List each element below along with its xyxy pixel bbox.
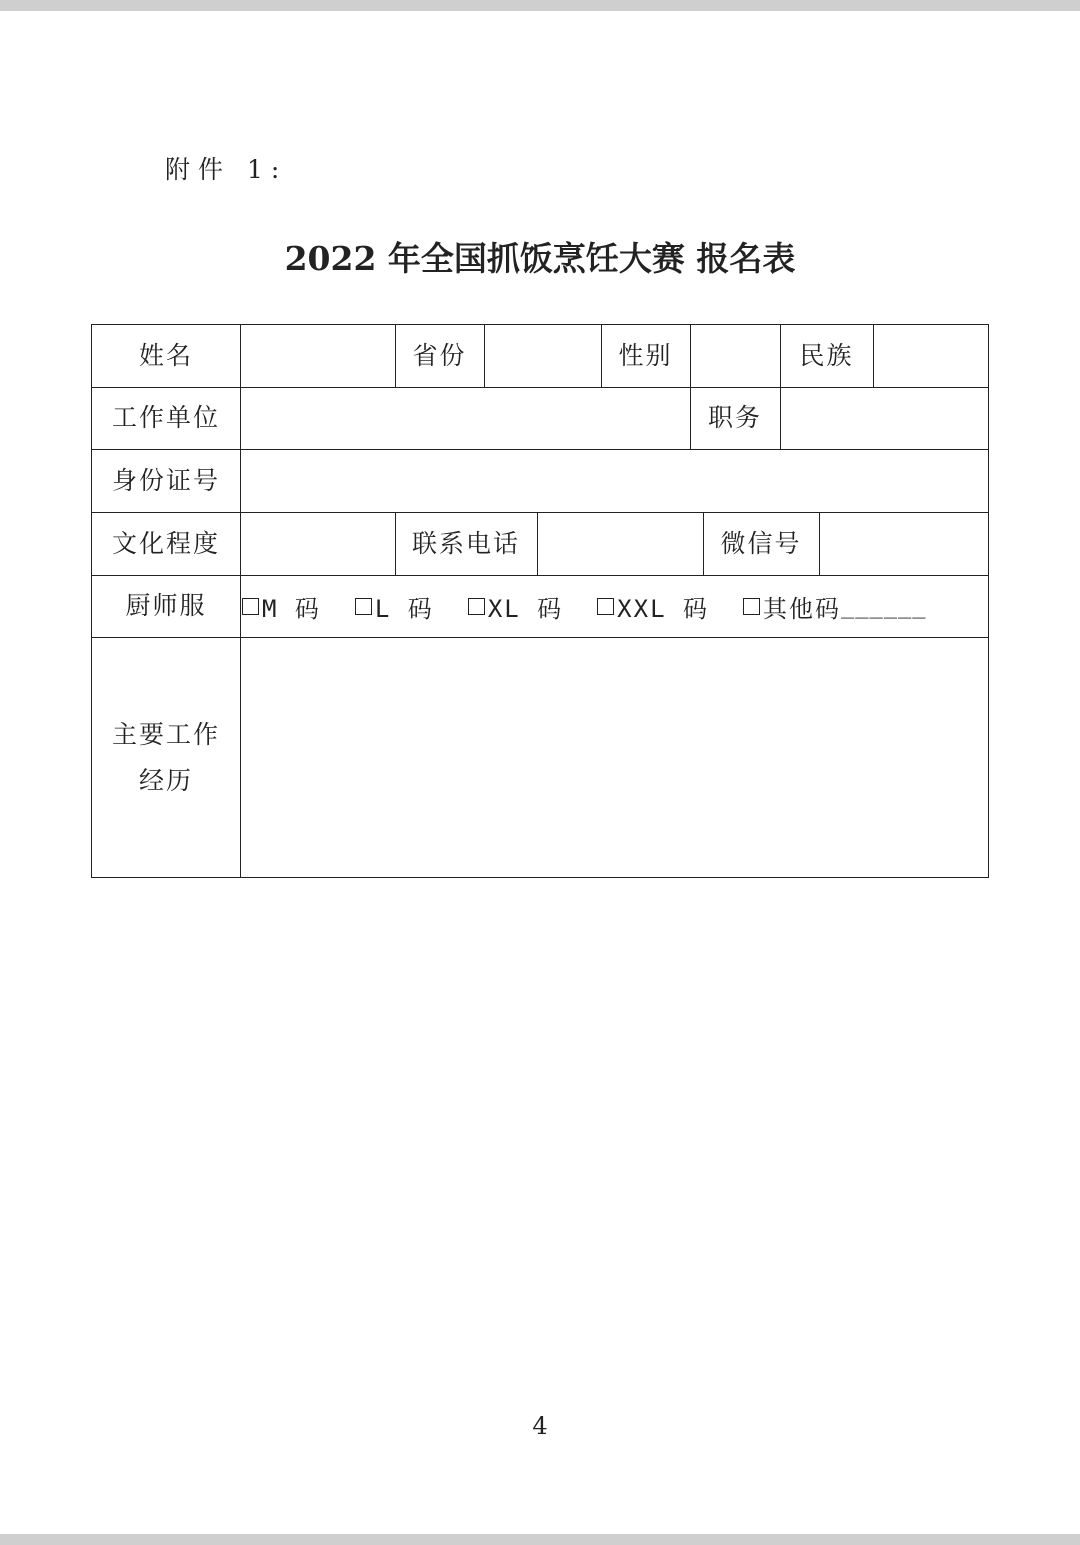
size-option-label: 其他码: [762, 594, 841, 623]
checkbox-icon[interactable]: [597, 598, 614, 615]
size-option-label: XL 码: [487, 594, 564, 623]
page-number: 4: [532, 1412, 548, 1440]
phone-label: 联系电话: [411, 528, 520, 558]
size-option-l[interactable]: [355, 589, 434, 624]
checkbox-icon[interactable]: [242, 598, 259, 615]
page-bottom-edge: [0, 1534, 1080, 1545]
size-option-label: XXL 码: [617, 594, 709, 623]
uniform-size-options: [242, 576, 987, 636]
name-label: 姓名: [138, 341, 193, 370]
work-experience-label: [92, 639, 240, 877]
size-option-other[interactable]: [743, 589, 926, 624]
size-option-label: M 码: [262, 594, 321, 623]
ethnicity-label: 民族: [799, 341, 854, 370]
page-top-edge: [0, 0, 1080, 11]
id-number-label: 身份证号: [111, 465, 220, 495]
checkbox-icon[interactable]: [468, 598, 485, 615]
gender-label: 性别: [618, 341, 673, 370]
province-field[interactable]: [485, 325, 601, 387]
form-title: 2022 年全国抓饭烹饪大赛 报名表: [284, 239, 796, 278]
phone-field[interactable]: [538, 512, 703, 575]
position-field[interactable]: [781, 387, 988, 449]
size-option-xl[interactable]: [468, 589, 563, 624]
checkbox-icon[interactable]: [743, 598, 760, 615]
work-unit-label: 工作单位: [111, 403, 220, 432]
work-experience-label-line2: 经历: [138, 766, 193, 795]
education-field[interactable]: [241, 512, 395, 575]
chef-uniform-label: 厨师服: [125, 591, 207, 620]
name-field[interactable]: [241, 325, 395, 387]
work-unit-field[interactable]: [241, 387, 690, 449]
attachment-label: 附件 1:: [165, 155, 288, 184]
other-size-blank[interactable]: ______: [840, 593, 927, 619]
position-label: 职务: [707, 403, 762, 432]
registration-form-table: [91, 324, 989, 878]
checkbox-icon[interactable]: [355, 598, 372, 615]
ethnicity-field[interactable]: [874, 325, 988, 387]
id-number-field[interactable]: [241, 449, 988, 512]
education-label: 文化程度: [111, 528, 220, 558]
size-option-m[interactable]: [242, 589, 321, 624]
size-option-xxl[interactable]: [597, 589, 709, 624]
size-option-label: L 码: [374, 594, 434, 623]
gender-field[interactable]: [691, 325, 780, 387]
work-experience-field[interactable]: [241, 638, 988, 877]
work-experience-label-line1: 主要工作: [111, 720, 220, 749]
wechat-label: 微信号: [720, 528, 802, 558]
wechat-field[interactable]: [820, 512, 988, 575]
province-label: 省份: [412, 341, 467, 370]
